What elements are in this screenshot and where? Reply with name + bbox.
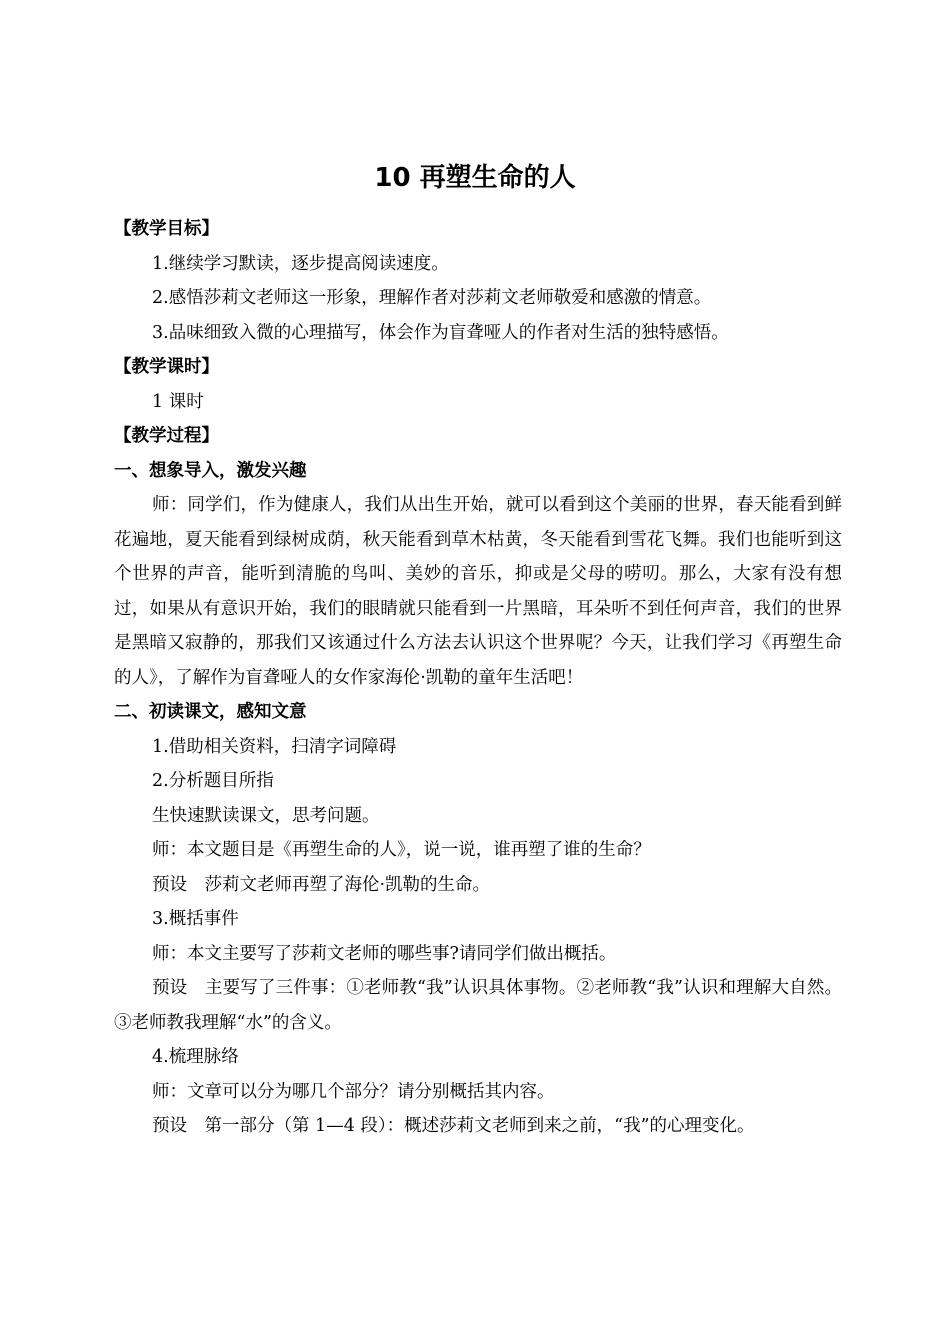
hours-value: 1 课时	[152, 391, 204, 412]
preset-line: 预设 第一部分（第 1—4 段）：概述莎莉文老师到来之前，“我”的心理变化。	[152, 1116, 755, 1136]
step-line: 4.梳理脉络	[152, 1047, 239, 1067]
preset-line: 预设 莎莉文老师再塑了海伦·凯勒的生命。	[152, 874, 491, 895]
step-line: 3.概括事件	[152, 909, 239, 929]
hours-heading: 【教学课时】	[114, 357, 219, 377]
teacher-line: 师：本文主要写了莎莉文老师的哪些事?请同学们做出概括。	[152, 943, 617, 964]
process-heading: 【教学过程】	[114, 426, 219, 446]
goal-item: 1.继续学习默读，逐步提高阅读速度。	[152, 253, 449, 274]
teacher-line: 师：本文题目是《再塑生命的人》，说一说，谁再塑了谁的生命？	[152, 840, 651, 860]
goal-item: 2.感悟莎莉文老师这一形象，理解作者对莎莉文老师敬爱和感激的情意。	[152, 288, 712, 308]
part2-heading: 二、初读课文，感知文意	[114, 702, 307, 722]
part1-paragraph: 师：同学们，作为健康人，我们从出生开始，就可以看到这个美丽的世界，春天能看到鲜花遍地，夏天能看到绿树成荫，秋天能看到草木枯黄，冬天能看到雪花飞舞。我们也能听到这个世界的声音，能听到清脆的鸟叫、美妙的音乐，抑或是父母的唠叨。那么，大家有没有想过，如果从有意识开始，我们的眼睛就只能看到一片黑暗，耳朵听不到任何声音，我们的世界是黑暗又寂静的，那我们又该通过什么方法去认识这个世界呢？今天，让我们学习《再塑生命的人》，了解作为盲聋哑人的女作家海伦·凯勒的童年生活吧！	[114, 495, 842, 688]
step-line: 1.借助相关资料，扫清字词障碍	[152, 736, 397, 757]
document-body	[114, 212, 842, 1144]
teacher-line: 师：文章可以分为哪几个部分？请分别概括其内容。	[152, 1081, 555, 1102]
step-line: 2.分析题目所指	[152, 771, 274, 791]
goal-item: 3.品味细致入微的心理描写，体会作为盲聋哑人的作者对生活的独特感悟。	[152, 322, 729, 343]
page-title: 10 再塑生命的人	[374, 163, 576, 193]
goals-heading: 【教学目标】	[114, 219, 219, 239]
part1-heading: 一、想象导入，激发兴趣	[114, 460, 307, 481]
preset-paragraph: 预设 主要写了三件事：①老师教“我”认识具体事物。②老师教“我”认识和理解大自然。③老师教我理解“水”的含义。	[114, 978, 842, 1033]
body-line: 生快速默读课文，思考问题。	[152, 805, 380, 826]
